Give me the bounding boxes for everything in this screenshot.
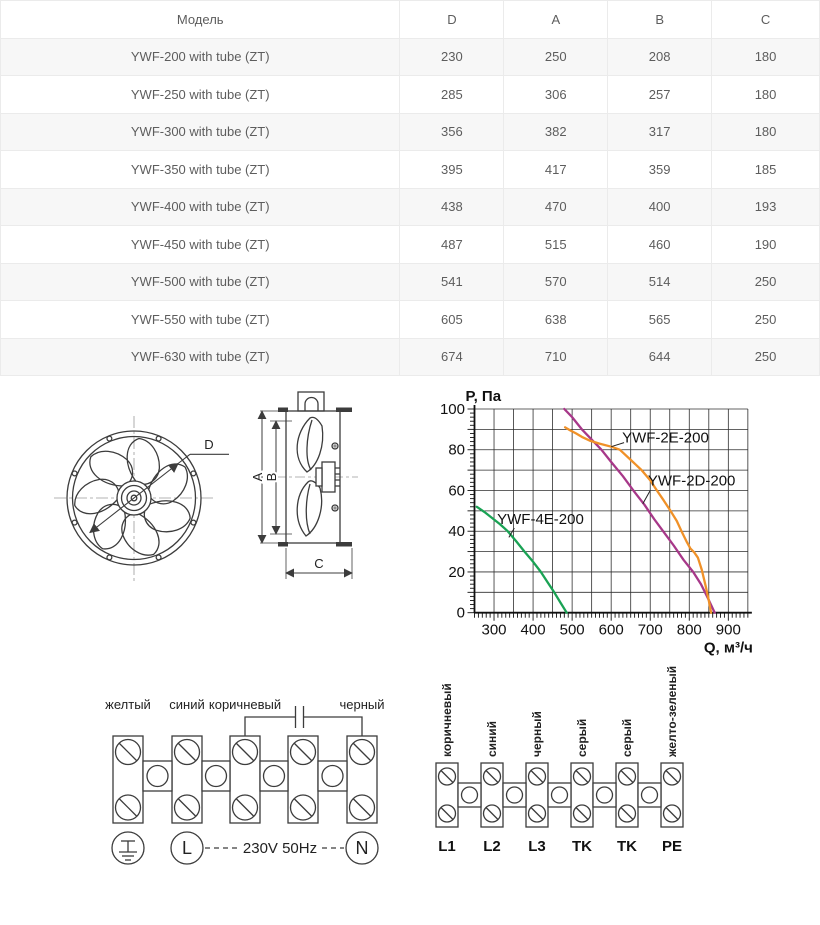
value-cell: 487 — [400, 226, 504, 264]
table-row — [1, 338, 820, 376]
y-tick-label: 0 — [456, 604, 465, 622]
value-cell: 470 — [504, 188, 608, 226]
curve-label: YWF-2E-200 — [622, 429, 709, 447]
x-tick-label: 400 — [520, 621, 546, 639]
value-cell: 317 — [608, 113, 712, 151]
wire-color-label: желтый — [105, 697, 151, 712]
value-cell: 417 — [504, 151, 608, 189]
model-cell: YWF-200 with tube (ZT) — [1, 38, 400, 76]
model-cell: YWF-250 with tube (ZT) — [1, 76, 400, 114]
svg-text:L: L — [181, 838, 193, 858]
screw-terminal — [619, 805, 636, 822]
y-tick-label: 20 — [448, 563, 465, 581]
column-header: A — [504, 1, 608, 39]
y-tick-label: 40 — [448, 523, 465, 541]
screw-terminal — [291, 795, 316, 820]
screw-terminal — [233, 740, 258, 765]
wiring-diagram-single-phase — [90, 690, 410, 875]
terminal-jumper — [143, 761, 172, 791]
terminal-jumper — [548, 783, 571, 807]
performance-chart — [430, 388, 820, 656]
value-cell: 285 — [400, 76, 504, 114]
terminal-label: L3 — [528, 838, 546, 855]
wire-color-label: коричневый — [208, 697, 282, 712]
y-tick-label: 100 — [439, 401, 465, 418]
screw-terminal — [233, 795, 258, 820]
terminal-label: L2 — [483, 838, 501, 855]
dim-d-label: D — [204, 437, 214, 452]
column-header: D — [400, 1, 504, 39]
fan-side-view-drawing — [248, 376, 373, 594]
screw-terminal — [175, 795, 200, 820]
value-cell: 674 — [400, 338, 504, 376]
capacitor-icon — [296, 706, 304, 728]
value-cell: 515 — [504, 226, 608, 264]
curve-label: YWF-2D-200 — [647, 472, 736, 490]
svg-text:N: N — [355, 838, 369, 858]
x-tick-label: 500 — [559, 621, 585, 639]
value-cell: 180 — [712, 76, 820, 114]
model-cell: YWF-630 with tube (ZT) — [1, 338, 400, 376]
model-cell: YWF-300 with tube (ZT) — [1, 113, 400, 151]
dim-a-label: A — [250, 472, 265, 482]
terminal-jumper — [503, 783, 526, 807]
value-cell: 257 — [608, 76, 712, 114]
terminal-jumper — [458, 783, 481, 807]
terminal-label: PE — [661, 838, 683, 855]
table-row — [1, 226, 820, 264]
y-tick-label: 60 — [448, 482, 465, 500]
wiring-section — [0, 665, 820, 925]
value-cell: 438 — [400, 188, 504, 226]
table-row — [1, 188, 820, 226]
y-tick-label: 80 — [448, 441, 465, 459]
value-cell: 190 — [712, 226, 820, 264]
screw-terminal — [619, 768, 636, 785]
value-cell: 638 — [504, 301, 608, 339]
ground-symbol — [112, 832, 144, 864]
wire-color-label: серый — [620, 718, 634, 757]
value-cell: 460 — [608, 226, 712, 264]
wire-color-label: черный — [339, 697, 385, 712]
wire-color-label: серый — [575, 718, 589, 757]
wire-color-label: синий — [169, 697, 205, 712]
screw-terminal — [574, 768, 591, 785]
wire-color-label: коричневый — [440, 683, 454, 757]
screw-terminal — [350, 795, 375, 820]
screw-terminal — [175, 740, 200, 765]
value-cell: 565 — [608, 301, 712, 339]
value-cell: 250 — [504, 38, 608, 76]
value-cell: 208 — [608, 38, 712, 76]
drawings-section — [0, 376, 820, 665]
screw-terminal — [529, 805, 546, 822]
value-cell: 710 — [504, 338, 608, 376]
value-cell: 570 — [504, 263, 608, 301]
fan-front-view-drawing — [48, 398, 243, 603]
table-row — [1, 301, 820, 339]
wire-color-label: синий — [485, 720, 499, 757]
value-cell: 395 — [400, 151, 504, 189]
value-cell: 400 — [608, 188, 712, 226]
voltage-label: 230V 50Hz — [242, 840, 318, 857]
screw-terminal — [484, 768, 501, 785]
value-cell: 185 — [712, 151, 820, 189]
terminal-jumper — [260, 761, 288, 791]
screw-terminal — [664, 768, 681, 785]
table-row — [1, 76, 820, 114]
value-cell: 193 — [712, 188, 820, 226]
model-cell: YWF-350 with tube (ZT) — [1, 151, 400, 189]
table-row — [1, 38, 820, 76]
dim-b-label: B — [264, 472, 279, 482]
value-cell: 605 — [400, 301, 504, 339]
model-cell: YWF-550 with tube (ZT) — [1, 301, 400, 339]
screw-terminal — [439, 768, 456, 785]
value-cell: 180 — [712, 38, 820, 76]
curve-label-leader — [643, 490, 650, 503]
screw-terminal — [664, 805, 681, 822]
neutral-terminal-symbol — [346, 832, 378, 864]
x-tick-label: 300 — [481, 621, 507, 639]
value-cell: 250 — [712, 301, 820, 339]
junction-box — [298, 392, 324, 411]
table-row — [1, 263, 820, 301]
x-tick-label: 800 — [676, 621, 702, 639]
screw-terminal — [439, 805, 456, 822]
model-cell: YWF-500 with tube (ZT) — [1, 263, 400, 301]
curve-label: YWF-4E-200 — [497, 510, 584, 528]
model-cell: YWF-400 with tube (ZT) — [1, 188, 400, 226]
value-cell: 382 — [504, 113, 608, 151]
dim-c-label: C — [314, 556, 324, 571]
value-cell: 230 — [400, 38, 504, 76]
value-cell: 541 — [400, 263, 504, 301]
terminal-label: TK — [572, 838, 592, 855]
model-cell: YWF-450 with tube (ZT) — [1, 226, 400, 264]
table-row — [1, 113, 820, 151]
column-header: B — [608, 1, 712, 39]
screw-terminal — [529, 768, 546, 785]
wire-color-label: черный — [530, 711, 544, 757]
table-row — [1, 151, 820, 189]
spec-table — [0, 0, 820, 376]
line-terminal-symbol — [171, 832, 203, 864]
value-cell: 514 — [608, 263, 712, 301]
value-cell: 356 — [400, 113, 504, 151]
terminal-label: TK — [617, 838, 637, 855]
value-cell: 250 — [712, 338, 820, 376]
axes — [475, 405, 752, 613]
y-axis-title: P, Па — [465, 388, 502, 405]
value-cell: 180 — [712, 113, 820, 151]
value-cell: 250 — [712, 263, 820, 301]
table-header-row — [1, 1, 820, 39]
x-axis-title: Q, м³/ч — [703, 639, 753, 656]
terminal-jumper — [202, 761, 230, 791]
screw-terminal — [574, 805, 591, 822]
wiring-diagram-three-phase — [420, 665, 710, 860]
column-header: C — [712, 1, 820, 39]
x-tick-label: 900 — [715, 621, 741, 639]
screw-terminal — [116, 740, 141, 765]
value-cell: 644 — [608, 338, 712, 376]
terminal-jumper — [318, 761, 347, 791]
x-tick-label: 600 — [598, 621, 624, 639]
screw-terminal — [484, 805, 501, 822]
x-tick-label: 700 — [637, 621, 663, 639]
wire-color-label: желто-зеленый — [665, 665, 679, 757]
screw-terminal — [116, 795, 141, 820]
value-cell: 306 — [504, 76, 608, 114]
screw-terminal — [291, 740, 316, 765]
screw-terminal — [350, 740, 375, 765]
value-cell: 359 — [608, 151, 712, 189]
terminal-jumper — [638, 783, 661, 807]
column-header: Модель — [1, 1, 400, 39]
terminal-jumper — [593, 783, 616, 807]
terminal-label: L1 — [438, 838, 456, 855]
